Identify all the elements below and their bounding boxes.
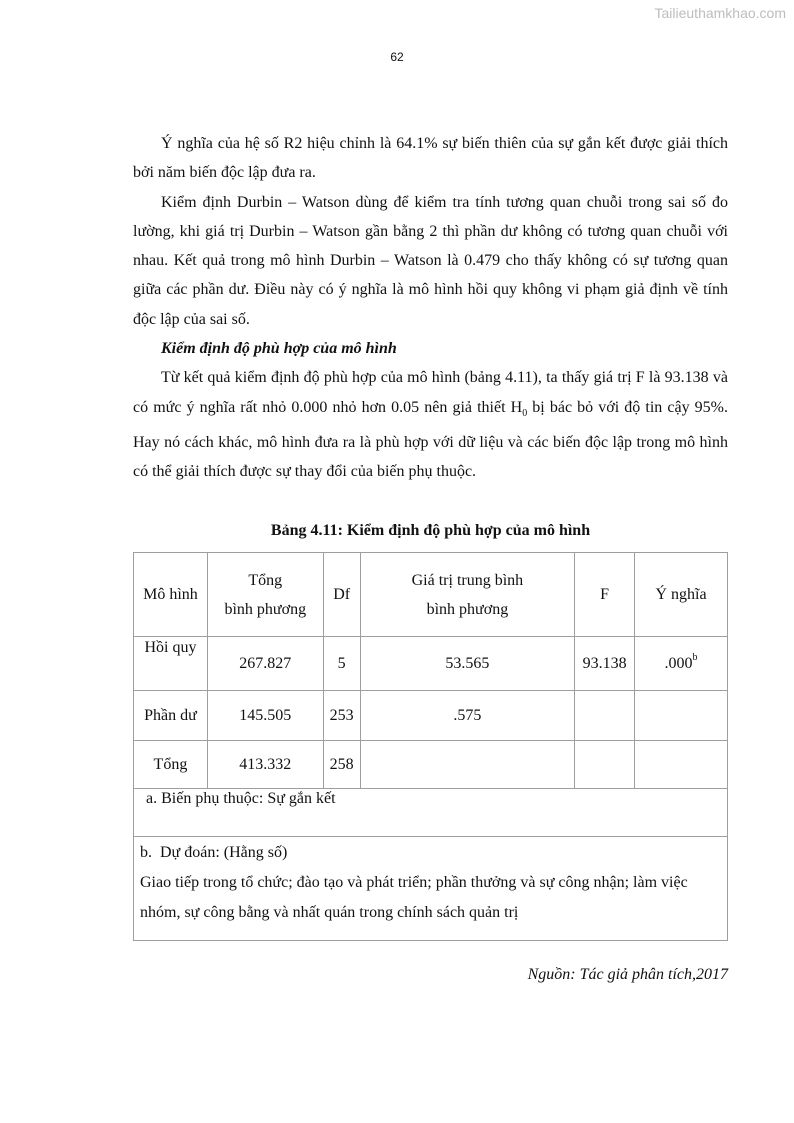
watermark: Tailieuthamkhao.com xyxy=(654,5,786,21)
cell-f xyxy=(575,741,635,789)
header-mean-square-line2: bình phương xyxy=(426,600,509,618)
paragraph-f-test xyxy=(133,363,728,486)
cell-model: Hồi quy xyxy=(134,637,208,691)
source-note: Nguồn: Tác giả phân tích,2017 xyxy=(527,966,728,983)
cell-sum-squares: 267.827 xyxy=(207,637,323,691)
cell-mean-square xyxy=(360,741,575,789)
table-row xyxy=(134,637,728,691)
cell-sig-superscript: b xyxy=(692,651,698,663)
header-sum-squares xyxy=(207,553,323,637)
cell-f xyxy=(575,691,635,741)
cell-model: Tổng xyxy=(134,741,208,789)
note-b-text: Giao tiếp trong tổ chức; đào tạo và phát triển; phần thưởng và sự công nhận; làm việc nhóm, sự công bằng và nhất quán trong chính sách quản trị xyxy=(140,874,688,921)
page-number: 62 xyxy=(390,50,404,64)
header-sum-squares-line2: bình phương xyxy=(224,600,307,618)
cell-df: 253 xyxy=(323,691,360,741)
header-sum-squares-line1: Tổng xyxy=(248,571,283,589)
header-df: Df xyxy=(323,553,360,637)
cell-sig xyxy=(635,637,728,691)
cell-mean-square: 53.565 xyxy=(360,637,575,691)
cell-mean-square: .575 xyxy=(360,691,575,741)
cell-sig-value: .000 xyxy=(664,654,693,672)
paragraph-f-test-part1: Từ kết quả kiểm định độ phù hợp của mô hình (bảng 4.11), ta thấy giá trị F là 93.138 và có mức ý nghĩa rất nhỏ 0.000 nhỏ hơn 0.05 nên giả thiết H xyxy=(133,369,728,416)
paragraph-durbin-watson: Kiểm định Durbin – Watson dùng để kiểm tra tính tương quan chuỗi trong sai số đo lường, khi giá trị Durbin – Watson gần bằng 2 thì phần dư không có tương quan chuỗi với nhau. Kết quả trong mô hình Durbin – Watson là 0.479 cho thấy không có sự tương quan giữa các phần dư. Điều này có ý nghĩa là mô hình hồi quy không vi phạm giả định về tính độc lập của sai số. xyxy=(133,193,728,328)
body-text xyxy=(133,129,728,487)
header-mean-square xyxy=(360,553,575,637)
cell-df: 5 xyxy=(323,637,360,691)
paragraph-r2: Ý nghĩa của hệ số R2 hiệu chỉnh là 64.1% sự biến thiên của sự gắn kết được giải thích bởi năm biến độc lập đưa ra. xyxy=(133,135,728,182)
table-note-row xyxy=(134,837,728,941)
cell-sum-squares: 413.332 xyxy=(207,741,323,789)
note-b-label: b. xyxy=(140,844,152,861)
note-dependent-variable: a. Biến phụ thuộc: Sự gắn kết xyxy=(134,789,728,837)
header-model: Mô hình xyxy=(134,553,208,637)
section-heading: Kiểm định độ phù hợp của mô hình xyxy=(161,340,397,358)
note-b-title: Dự đoán: (Hằng số) xyxy=(160,844,288,861)
header-sig: Ý nghĩa xyxy=(635,553,728,637)
table-row xyxy=(134,741,728,789)
cell-sig xyxy=(635,691,728,741)
cell-sig xyxy=(635,741,728,789)
table-caption: Bảng 4.11: Kiểm định độ phù hợp của mô hình xyxy=(270,522,591,539)
cell-sum-squares: 145.505 xyxy=(207,691,323,741)
table-note-row xyxy=(134,789,728,837)
header-mean-square-line1: Giá trị trung bình xyxy=(411,571,524,589)
header-f: F xyxy=(575,553,635,637)
anova-table xyxy=(133,552,728,941)
table-header-row xyxy=(134,553,728,637)
h0-subscript: 0 xyxy=(522,407,528,419)
paragraph-f-test-part2: bị bác bỏ với độ tin cậy 95%. Hay nó cách khác, mô hình đưa ra là phù hợp với dữ liệu và các biến độc lập trong mô hình có thể giải thích được sự thay đổi của biến phụ thuộc. xyxy=(133,398,729,481)
note-predictors xyxy=(134,837,728,941)
cell-model: Phần dư xyxy=(134,691,208,741)
cell-f: 93.138 xyxy=(575,637,635,691)
table-row xyxy=(134,691,728,741)
cell-df: 258 xyxy=(323,741,360,789)
